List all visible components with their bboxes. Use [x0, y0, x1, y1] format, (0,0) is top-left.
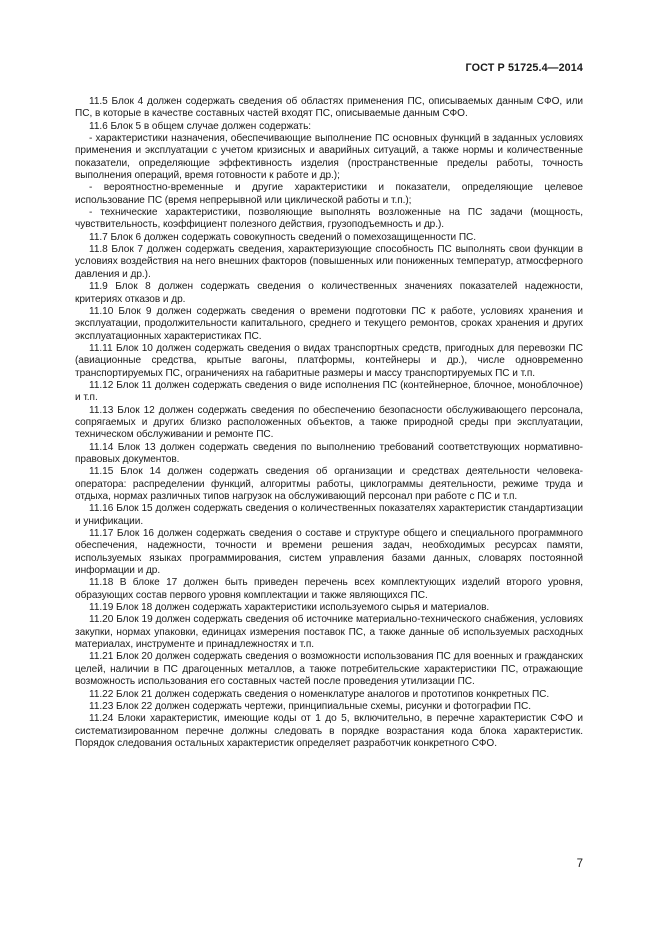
page-number: 7	[576, 858, 583, 870]
paragraph-11-16: 11.16 Блок 15 должен содержать сведения о количественных показателях характеристик стандартизации и унификации.	[75, 503, 583, 527]
paragraph-11-18: 11.18 В блоке 17 должен быть приведен перечень всех комплектующих изделий второго уровня, образующих состав первого уровня комплектации и также являющихся ПС.	[75, 577, 583, 601]
paragraph-11-8: 11.8 Блок 7 должен содержать сведения, характеризующие способность ПС выполнять свои функции в условиях воздействия на него внешних факторов (повышенных или пониженных температур, атмосферного давления и др.).	[75, 244, 583, 280]
document-body	[75, 96, 583, 750]
paragraph-11-6: 11.6 Блок 5 в общем случае должен содержать:	[89, 120, 312, 132]
paragraph-11-5: 11.5 Блок 4 должен содержать сведения об областях применения ПС, описываемых данным СФО, или ПС, в которые в качестве составных частей входят ПС, описываемые данным СФО.	[75, 96, 583, 120]
paragraph-11-20: 11.20 Блок 19 должен содержать сведения об источнике материально-технического снабжения, условиях закупки, нормах упаковки, единицах измерения поставок ПС, а также данные об используемых расходных материалах, инструменте и принадлежностях и т.п.	[75, 614, 583, 651]
paragraph-11-14: 11.14 Блок 13 должен содержать сведения по выполнению требований соответствующих нормативно-правовых документов.	[75, 441, 583, 465]
paragraph-11-24: 11.24 Блоки характеристик, имеющие коды от 1 до 5, включительно, в перечне характеристик СФО и систематизированном перечне должны следовать в порядке возрастания кода блока характеристик. Порядок следования остальных характеристик определяет разработчик конкретного СФО.	[75, 713, 583, 749]
list-item-probabilistic-characteristics: - вероятностно-временные и другие характеристики и показатели, определяющие целевое использование ПС (время непрерывной или циклической работы и т.п.);	[75, 182, 583, 206]
list-item-technical-characteristics: - технические характеристики, позволяющие выполнять возложенные на ПС задачи (мощность, чувствительность, коэффициент полезного действия, грузоподъемность и др.).	[75, 207, 583, 231]
paragraph-11-10: 11.10 Блок 9 должен содержать сведения о времени подготовки ПС к работе, условиях хранения и эксплуатации, продолжительности капитального, среднего и текущего ремонтов, сроках хранения и других эксплуатационных характеристиках ПС.	[75, 305, 583, 342]
paragraph-11-22: 11.22 Блок 21 должен содержать сведения о номенклатуре аналогов и прототипов конкретных ПС.	[89, 688, 550, 700]
paragraph-11-12: 11.12 Блок 11 должен содержать сведения о виде исполнения ПС (контейнерное, блочное, моноблочное) и т.п.	[75, 379, 583, 404]
paragraph-11-13: 11.13 Блок 12 должен содержать сведения по обеспечению безопасности обслуживающего персонала, сопрягаемых и других близко расположенных объектов, а также природной среды при эксплуатации, техническом обслуживании и ремонте ПС.	[75, 404, 583, 441]
paragraph-11-7: 11.7 Блок 6 должен содержать совокупность сведений о помехозащищенности ПС.	[89, 231, 477, 243]
paragraph-11-21: 11.21 Блок 20 должен содержать сведения о возможности использования ПС для военных и гражданских целей, наличии в ПС драгоценных металлов, а также потребительские характеристики ПС, отражающие возможность использования его составных частей после проведения утилизации ПС.	[75, 651, 583, 688]
paragraph-11-19: 11.19 Блок 18 должен содержать характеристики используемого сырья и материалов.	[89, 602, 490, 614]
paragraph-11-9: 11.9 Блок 8 должен содержать сведения о количественных значениях показателей надежности, критериях отказов и др.	[75, 281, 583, 305]
paragraph-11-23: 11.23 Блок 22 должен содержать чертежи, принципиальные схемы, рисунки и фотографии ПС.	[89, 700, 531, 712]
document-header-id: ГОСТ Р 51725.4—2014	[465, 62, 583, 74]
list-item-purpose-characteristics: - характеристики назначения, обеспечивающие выполнение ПС основных функций в заданных условиях применения и эксплуатации с учетом кризисных и аварийных ситуаций, а также нормы и количественные показатели, определяющие эффективность изделия (пространственные пределы работы, точность выполнения операций, время готовности к работе и др.);	[75, 133, 583, 182]
paragraph-11-15: 11.15 Блок 14 должен содержать сведения об организации и средствах деятельности человека-оператора: распределении функций, алгоритмы работы, циклограммы деятельности, режиме труда и отдыха, нормах различных типов нагрузок на обслуживающий персонал при работе с ПС и т.п.	[75, 466, 583, 502]
paragraph-11-17: 11.17 Блок 16 должен содержать сведения о составе и структуре общего и специального программного обеспечения, надежности, точности и времени решения задач, необходимых ресурсах памяти, используемых языках программирования, систем управления базами данных, словарях постоянной информации и др.	[75, 528, 583, 577]
paragraph-11-11: 11.11 Блок 10 должен содержать сведения о видах транспортных средств, пригодных для перевозки ПС (авиационные средства, крытые вагоны, платформы, контейнеры и др.), числе одновременно транспортируемых ПС, ограничениях на габаритные размеры и массу транспортируемых ПС и т.п.	[75, 342, 583, 379]
